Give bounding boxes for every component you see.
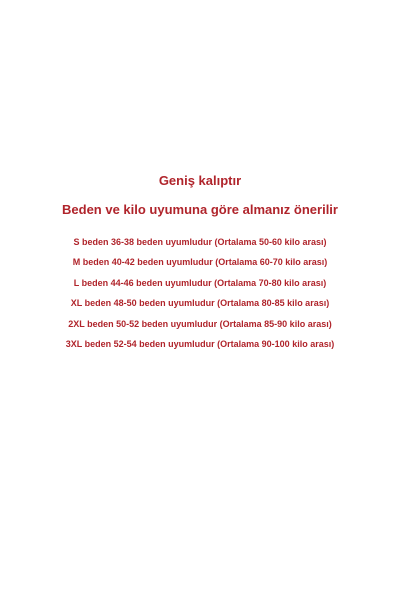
size-item-2xl: 2XL beden 50-52 beden uyumludur (Ortalama 85-90 kilo arası) [68, 318, 332, 329]
size-item-m: M beden 40-42 beden uyumludur (Ortalama 60-70 kilo arası) [72, 257, 328, 268]
page-title: Geniş kalıptır [158, 173, 242, 188]
size-item-3xl: 3XL beden 52-54 beden uyumludur (Ortalama 90-100 kilo arası) [65, 338, 335, 349]
page-subtitle: Beden ve kilo uyumuna göre almanız önerilir [62, 202, 338, 217]
size-list [0, 236, 400, 358]
size-item-l: L beden 44-46 beden uyumludur (Ortalama 70-80 kilo arası) [73, 277, 327, 288]
size-item-xl: XL beden 48-50 beden uyumludur (Ortalama 80-85 kilo arası) [70, 298, 330, 309]
size-item-s: S beden 36-38 beden uyumludur (Ortalama 50-60 kilo arası) [73, 237, 327, 247]
